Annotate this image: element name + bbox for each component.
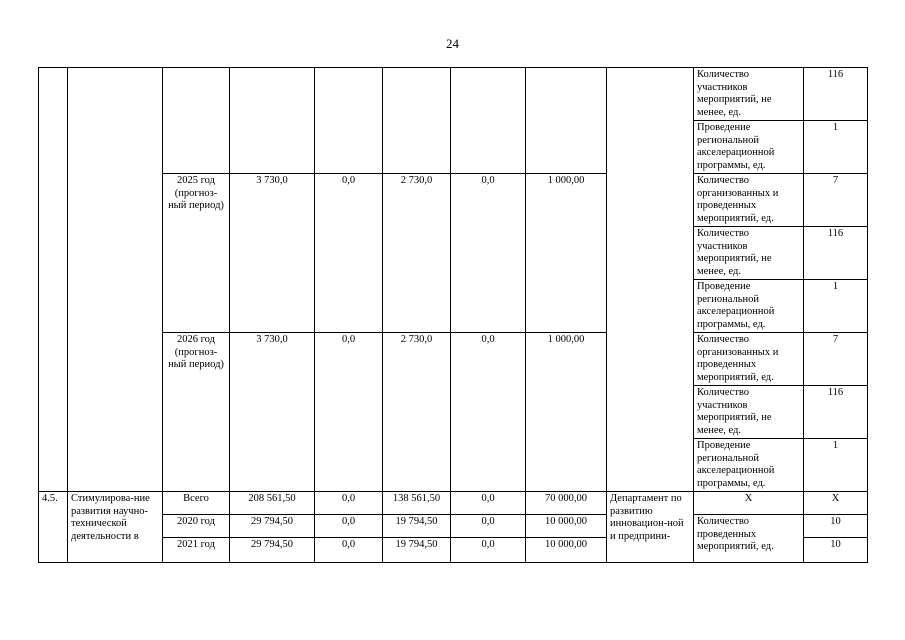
extra-cell: 10 000,00	[526, 515, 607, 538]
table-row	[39, 68, 868, 121]
table-row	[39, 333, 868, 386]
table-row	[39, 515, 868, 538]
extra-cell: 1 000,00	[526, 174, 607, 333]
executor-cell: Департамент по развитию инновацион-ной и предприни-	[607, 492, 694, 563]
extra-cell: 70 000,00	[526, 492, 607, 515]
regional-cell: 19 794,50	[383, 538, 451, 563]
indicator-cell: Количество участников мероприятий, не менее, ед.	[694, 227, 804, 280]
local-cell	[451, 68, 526, 174]
table-row	[39, 492, 868, 515]
year-cell: 2021 год	[163, 538, 230, 563]
total-cell	[230, 68, 315, 174]
regional-cell: 138 561,50	[383, 492, 451, 515]
regional-cell	[383, 68, 451, 174]
indicator-cell: Количество организованных и проведенных мероприятий, ед.	[694, 174, 804, 227]
value-cell: 10	[804, 538, 868, 563]
federal-cell: 0,0	[315, 538, 383, 563]
total-cell: 3 730,0	[230, 333, 315, 492]
year-cell	[163, 68, 230, 174]
extra-cell: 10 000,00	[526, 538, 607, 563]
year-cell: Всего	[163, 492, 230, 515]
total-cell: 29 794,50	[230, 515, 315, 538]
indicator-cell: Количество проведенных мероприятий, ед.	[694, 515, 804, 563]
federal-cell: 0,0	[315, 174, 383, 333]
extra-cell	[526, 68, 607, 174]
number-cell	[39, 68, 68, 492]
local-cell: 0,0	[451, 515, 526, 538]
indicator-cell: Проведение региональной акселерационной программы, ед.	[694, 280, 804, 333]
regional-cell: 19 794,50	[383, 515, 451, 538]
value-cell: 10	[804, 515, 868, 538]
value-cell: 116	[804, 227, 868, 280]
executor-cell	[607, 68, 694, 492]
value-cell: 1	[804, 280, 868, 333]
program-table	[38, 67, 868, 563]
indicator-cell: Количество участников мероприятий, не менее, ед.	[694, 68, 804, 121]
local-cell: 0,0	[451, 333, 526, 492]
federal-cell: 0,0	[315, 492, 383, 515]
local-cell: 0,0	[451, 174, 526, 333]
total-cell: 208 561,50	[230, 492, 315, 515]
value-cell: 7	[804, 333, 868, 386]
indicator-cell: Проведение региональной акселерационной программы, ед.	[694, 121, 804, 174]
number-cell: 4.5.	[39, 492, 68, 563]
federal-cell: 0,0	[315, 515, 383, 538]
value-cell: Х	[804, 492, 868, 515]
local-cell: 0,0	[451, 492, 526, 515]
local-cell: 0,0	[451, 538, 526, 563]
value-cell: 116	[804, 386, 868, 439]
value-cell: 1	[804, 439, 868, 492]
value-cell: 1	[804, 121, 868, 174]
regional-cell: 2 730,0	[383, 333, 451, 492]
value-cell: 7	[804, 174, 868, 227]
indicator-cell: Х	[694, 492, 804, 515]
federal-cell	[315, 68, 383, 174]
name-cell	[68, 68, 163, 492]
table-row	[39, 174, 868, 227]
year-cell: 2020 год	[163, 515, 230, 538]
indicator-cell: Проведение региональной акселерационной программы, ед.	[694, 439, 804, 492]
page-number: 24	[446, 36, 459, 51]
indicator-cell: Количество организованных и проведенных мероприятий, ед.	[694, 333, 804, 386]
regional-cell: 2 730,0	[383, 174, 451, 333]
year-cell: 2025 год (прогноз-ный период)	[163, 174, 230, 333]
extra-cell: 1 000,00	[526, 333, 607, 492]
indicator-cell: Количество участников мероприятий, не менее, ед.	[694, 386, 804, 439]
value-cell: 116	[804, 68, 868, 121]
year-cell: 2026 год (прогноз-ный период)	[163, 333, 230, 492]
federal-cell: 0,0	[315, 333, 383, 492]
total-cell: 3 730,0	[230, 174, 315, 333]
name-cell: Стимулирова-ние развития научно-технической деятельности в	[68, 492, 163, 563]
total-cell: 29 794,50	[230, 538, 315, 563]
